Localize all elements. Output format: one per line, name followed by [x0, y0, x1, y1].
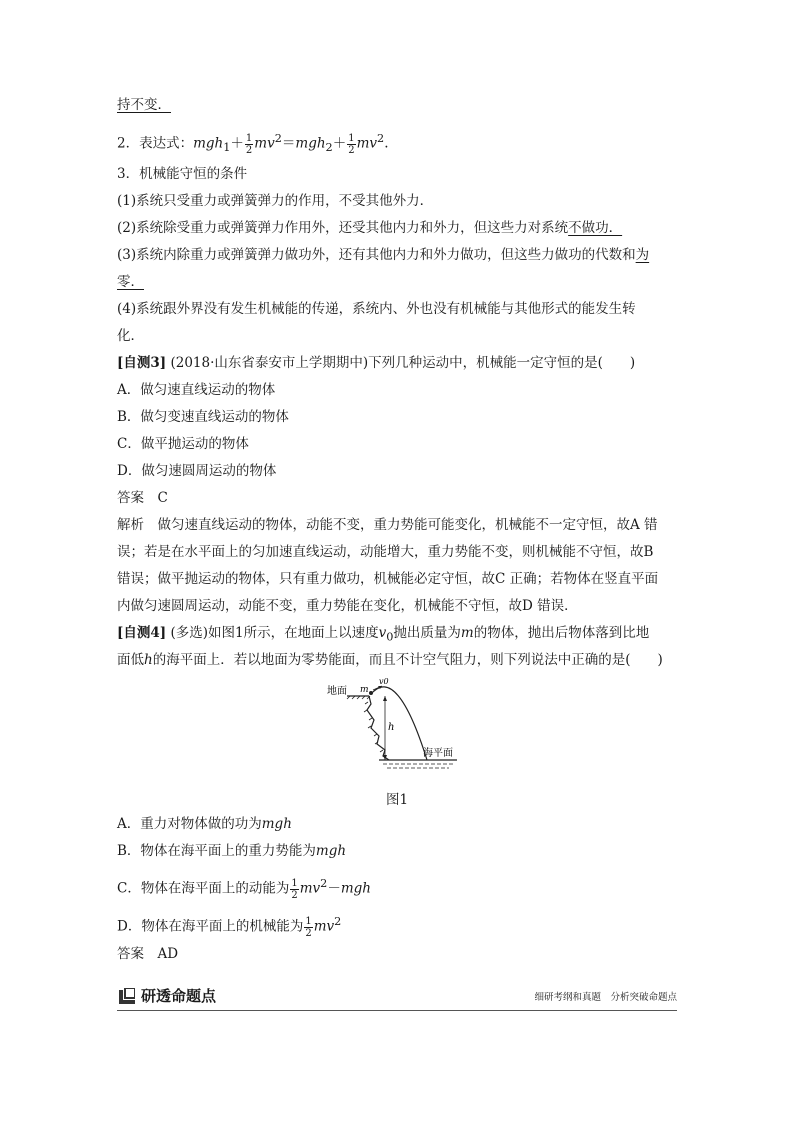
- text-line: [117, 92, 677, 119]
- answer: 答案 AD: [117, 946, 179, 962]
- fraction-half: $\frac{1}{2}$: [291, 877, 298, 901]
- option-d: D．做匀速圆周运动的物体: [117, 463, 277, 479]
- question-3-stem: [自测3] (2018·山东省泰安市上学期期中)下列几种运动中，机械能一定守恒的是( ): [117, 355, 636, 371]
- analysis-line: 解析 做匀速直线运动的物体，动能不变，重力势能可能变化，机械能不一定守恒，故A 错: [117, 517, 658, 533]
- figure-1: [117, 674, 677, 789]
- question-4-stem: [自测4] (多选)如图1所示，在地面上以速度$v_0$抛出质量为m的物体，抛出后物体落到比地: [117, 625, 650, 644]
- text-line: 3．机械能守恒的条件: [117, 166, 248, 182]
- label-ground: 地面: [327, 686, 347, 697]
- option-a: A．重力对物体做的功为mgh: [117, 816, 292, 832]
- label-m: m: [360, 685, 369, 695]
- text-line: (4)系统跟外界没有发生机械能的传递，系统内、外也没有机械能与其他形式的能发生转: [117, 301, 636, 317]
- formula-line: 2．表达式：mgh$_1$＋ $\frac{1}{2}$ $mv^2=mgh_2+$ $\frac{1}{2}$ $mv^2$.: [117, 132, 389, 156]
- projectile-diagram: [327, 674, 467, 774]
- section-title: 研透命题点: [141, 987, 217, 1005]
- option-b: B．物体在海平面上的重力势能为mgh: [117, 843, 347, 859]
- fraction-half: $\frac{1}{2}$: [245, 132, 253, 156]
- fraction-half: $\frac{1}{2}$: [305, 915, 312, 939]
- label-v0: v0: [379, 677, 389, 686]
- option-b: B．做匀变速直线运动的物体: [117, 409, 289, 425]
- text-line: 零．: [117, 274, 144, 290]
- option-a: A．做匀速直线运动的物体: [117, 382, 276, 398]
- section-header: [117, 984, 677, 1011]
- option-d: D．物体在海平面上的机械能为 $\frac{1}{2}$ $mv^2$: [117, 915, 342, 939]
- text-line: (1)系统只受重力或弹簧弹力的作用，不受其他外力．: [117, 193, 434, 209]
- label-h: h: [388, 722, 395, 733]
- option-c: C．物体在海平面上的动能为 $\frac{1}{2}$ $mv^2-mgh$: [117, 877, 371, 901]
- text-line: (3)系统内除重力或弹簧弹力做功外，还有其他内力和外力做功，但这些力做功的代数和为: [117, 247, 650, 263]
- option-c: C．做平抛运动的物体: [117, 436, 249, 452]
- section-subtitle: 细研考纲和真题 分析突破命题点: [534, 992, 677, 1003]
- label-sea: 海平面: [423, 748, 453, 759]
- document-body: [117, 92, 677, 968]
- analysis-line: 内做匀速圆周运动，动能不变，重力势能在变化，机械能不守恒，故D 错误．: [117, 598, 578, 614]
- analysis-line: 误；若是在水平面上的匀加速直线运动，动能增大，重力势能不变，则机械能不守恒，故B: [117, 544, 654, 560]
- answer: 答案 C: [117, 490, 168, 506]
- text-line: (2)系统除受重力或弹簧弹力作用外，还受其他内力和外力，但这些力对系统不做功．: [117, 220, 623, 236]
- underlined-text: 持不变．: [117, 97, 171, 113]
- analysis-line: 错误；做平抛运动的物体，只有重力做功，机械能必定守恒，故C 正确；若物体在竖直平面: [117, 571, 659, 587]
- text-line: 化．: [117, 328, 144, 344]
- figure-caption: 图1: [385, 792, 409, 808]
- fraction-half: $\frac{1}{2}$: [348, 132, 355, 156]
- question-4-stem-2: 面低h的海平面上．若以地面为零势能面，而且不计空气阻力，则下列说法中正确的是( ): [117, 652, 663, 668]
- section-icon: [119, 988, 135, 1004]
